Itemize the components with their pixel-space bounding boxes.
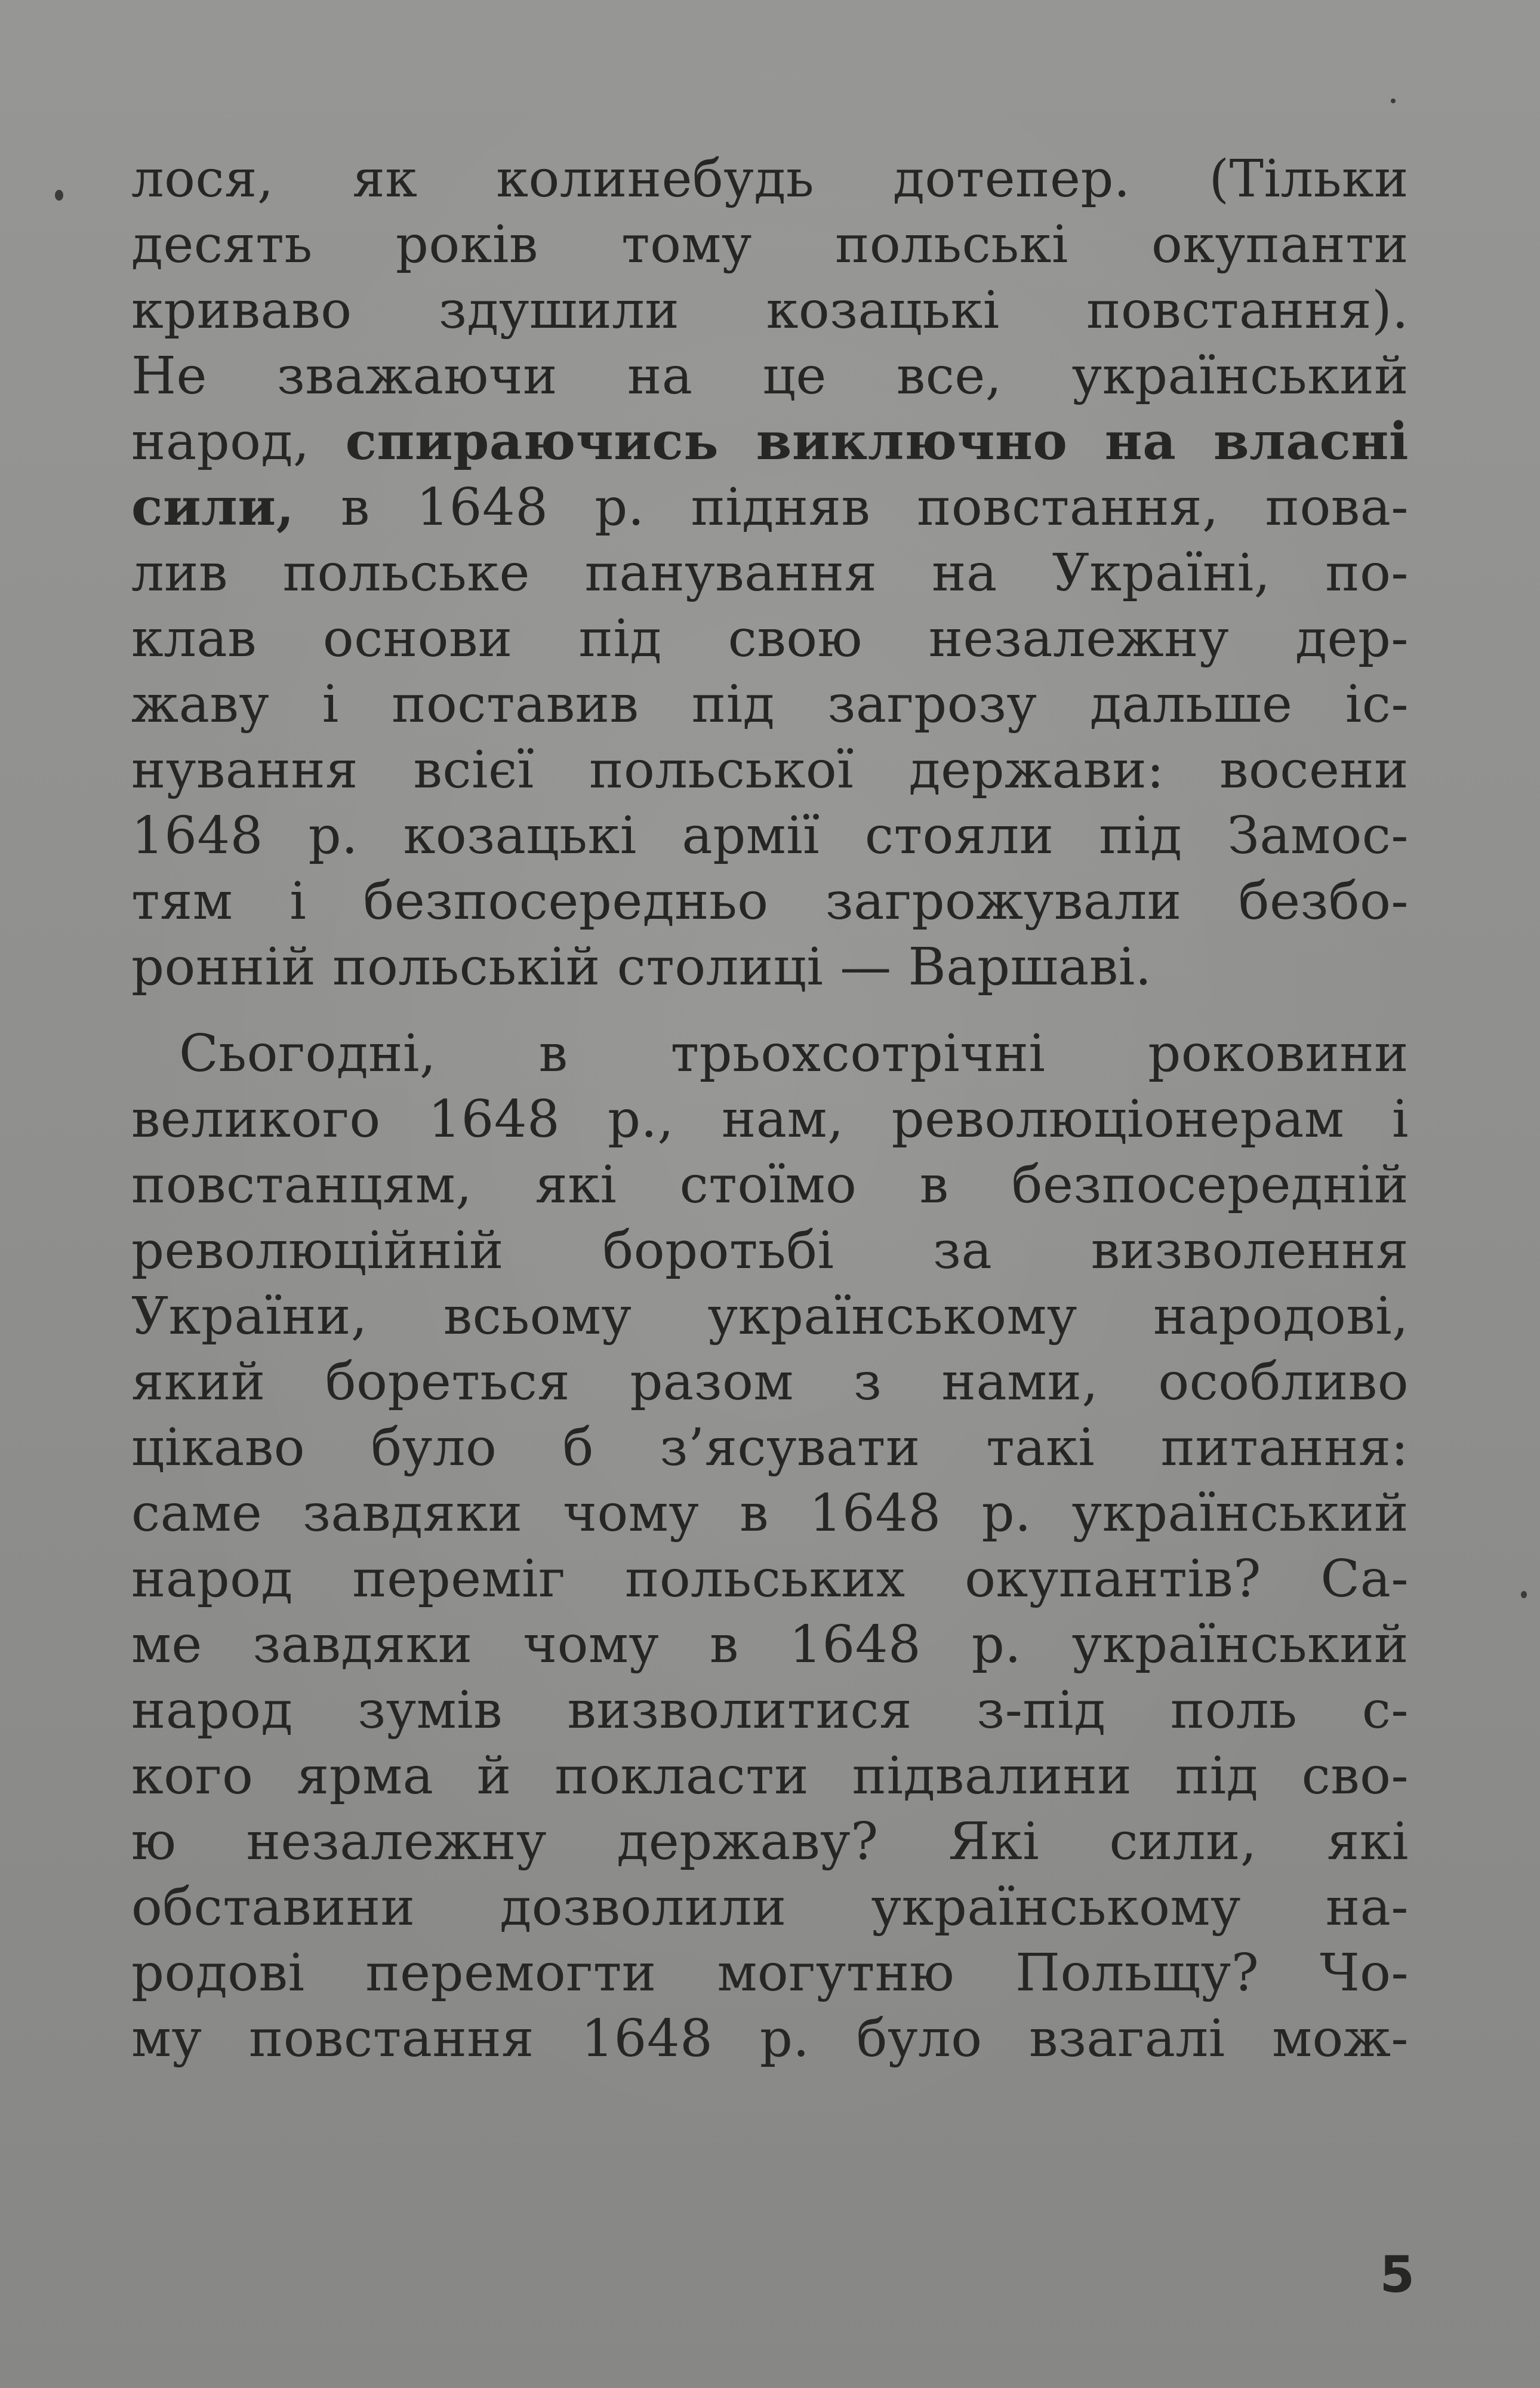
text-line-4: Не зважаючи на це все, український — [131, 346, 1409, 406]
paragraph-2-first-line: Сьогодні, в трьохсотрічні роковини — [179, 1024, 1409, 1084]
ink-speck — [1521, 1591, 1527, 1598]
page-number: 5 — [1379, 2245, 1415, 2304]
text-line-28: родові перемогти могутню Польщу? Чо- — [131, 1943, 1409, 2003]
text-line-23: ме завдяки чому в 1648 р. український — [131, 1615, 1409, 1675]
text-line-21: саме завдяки чому в 1648 р. український — [131, 1484, 1409, 1543]
text-line-11: 1648 р. козацькі армії стояли під Замос- — [131, 806, 1409, 866]
text-line-2: десять років тому польські окупанти — [131, 215, 1409, 275]
text-line-29: му повстання 1648 р. було взагалі мож- — [131, 2009, 1409, 2069]
emphasized-phrase-part-1: спираючись виключно на власні — [345, 411, 1409, 472]
text-line-20: цікаво було б з’ясувати такі питання: — [131, 1418, 1409, 1478]
text-line-16: повстанцям, які стоїмо в безпосередній — [131, 1155, 1409, 1215]
text-line-12: тям і безпосередньо загрожували безбо- — [131, 872, 1409, 931]
text-line-9: жаву і поставив під загрозу дальше іс- — [131, 675, 1409, 734]
text-line-17: революційній боротьбі за визволення — [131, 1221, 1409, 1281]
ink-speck — [1391, 99, 1396, 103]
text-line-15: великого 1648 р., нам, революціонерам і — [131, 1090, 1409, 1149]
text-line-6-rest: в 1648 р. підняв повстання, пова- — [294, 478, 1409, 537]
text-line-13: ронній польській столиці — Варшаві. — [131, 937, 1152, 997]
text-line-26: ю незалежну державу? Які сили, які — [131, 1812, 1409, 1872]
text-line-25: кого ярма й покласти підвалини під сво- — [131, 1746, 1409, 1806]
text-line-1: лося, як колинебудь дотепер. (Тільки — [131, 149, 1409, 209]
text-line-3: криваво здушили козацькі повстання). — [131, 281, 1409, 340]
text-line-22: народ переміг польських окупантів? Са- — [131, 1549, 1409, 1609]
text-line-18: України, всьому українському народові, — [131, 1287, 1409, 1346]
emphasized-phrase-part-2: сили, — [131, 477, 295, 537]
text-line-19: який бореться разом з нами, особливо — [131, 1352, 1409, 1412]
text-line-24: народ зумів визволитися з-під поль с- — [131, 1681, 1409, 1740]
text-line-5-prefix: народ, — [131, 412, 346, 472]
text-line-27: обставини дозволили українському на- — [131, 1878, 1409, 1937]
text-line-5 — [131, 409, 1409, 475]
ink-speck — [55, 190, 63, 201]
text-line-8: клав основи під свою незалежну дер- — [131, 609, 1409, 669]
text-line-10: нування всієї польської держави: восени — [131, 740, 1409, 800]
text-line-7: лив польське панування на Україні, по- — [131, 543, 1409, 603]
text-line-6 — [131, 475, 1409, 540]
